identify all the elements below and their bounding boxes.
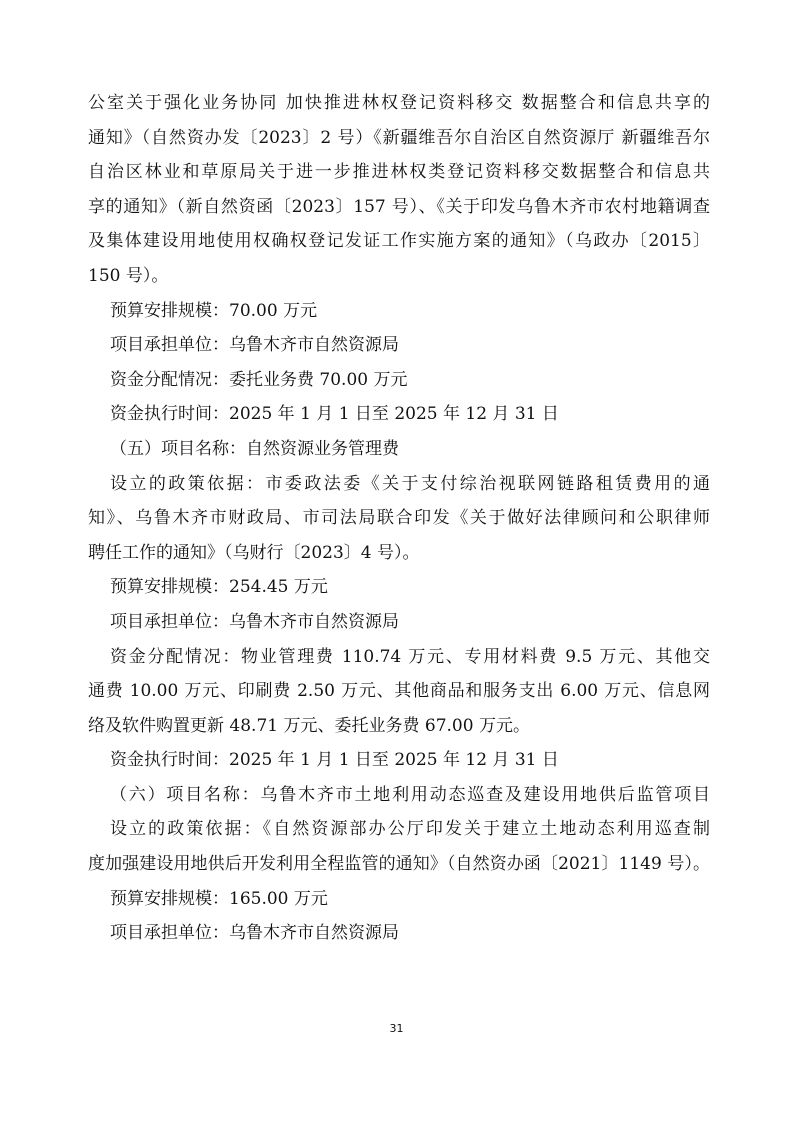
policy-basis-line: 设立的政策依据：市委政法委《关于支付综治视联网链路租赁费用的通 <box>110 473 710 494</box>
body-line: 及集体建设用地使用权确权登记发证工作实施方案的通知》（乌政办〔2015〕 <box>88 231 710 252</box>
body-line: 享的通知》（新自然资函〔2023〕157 号）、《关于印发乌鲁木齐市农村地籍调查 <box>88 196 710 217</box>
body-line: 自治区林业和草原局关于进一步推进林权类登记资料移交数据整合和信息共 <box>88 162 710 183</box>
policy-basis-line: 设立的政策依据：《自然资源部办公厅印发关于建立土地动态利用巡查制 <box>110 819 710 840</box>
body-line: 通知》（自然资办发〔2023〕2 号）《新疆维吾尔自治区自然资源厅 新疆维吾尔 <box>88 127 710 148</box>
execution-time-line: 资金执行时间：2025 年 1 月 1 日至 2025 年 12 月 31 日 <box>110 404 559 425</box>
project-heading-5: （五）项目名称：自然资源业务管理费 <box>110 438 399 459</box>
project-heading-6: （六）项目名称：乌鲁木齐市土地利用动态巡查及建设用地供后监管项目 <box>110 784 710 805</box>
responsible-unit-line: 项目承担单位：乌鲁木齐市自然资源局 <box>110 923 399 944</box>
budget-scale-line: 预算安排规模：165.00 万元 <box>110 888 328 909</box>
body-line: 通费 10.00 万元、印刷费 2.50 万元、其他商品和服务支出 6.00 万元、信息网 <box>88 681 710 702</box>
budget-scale-line: 预算安排规模：70.00 万元 <box>110 300 318 321</box>
execution-time-line: 资金执行时间：2025 年 1 月 1 日至 2025 年 12 月 31 日 <box>110 750 559 771</box>
responsible-unit-line: 项目承担单位：乌鲁木齐市自然资源局 <box>110 335 399 356</box>
body-line: 150 号）。 <box>88 265 169 286</box>
fund-allocation-line: 资金分配情况：物业管理费 110.74 万元、专用材料费 9.5 万元、其他交 <box>110 646 710 667</box>
budget-scale-line: 预算安排规模：254.45 万元 <box>110 577 328 598</box>
body-line: 公室关于强化业务协同 加快推进林权登记资料移交 数据整合和信息共享的 <box>88 93 710 113</box>
body-line: 知》、乌鲁木齐市财政局、市司法局联合印发《关于做好法律顾问和公职律师 <box>88 508 710 529</box>
body-line: 聘任工作的通知》（乌财行〔2023〕4 号）。 <box>88 542 420 563</box>
page-number: 31 <box>389 1022 404 1035</box>
fund-allocation-line: 资金分配情况：委托业务费 70.00 万元 <box>110 369 408 390</box>
body-line: 络及软件购置更新 48.71 万元、委托业务费 67.00 万元。 <box>88 715 530 736</box>
body-line: 度加强建设用地供后开发利用全程监管的通知》（自然资办函〔2021〕1149 号）。 <box>88 854 710 875</box>
document-body <box>88 86 710 951</box>
responsible-unit-line: 项目承担单位：乌鲁木齐市自然资源局 <box>110 611 399 632</box>
